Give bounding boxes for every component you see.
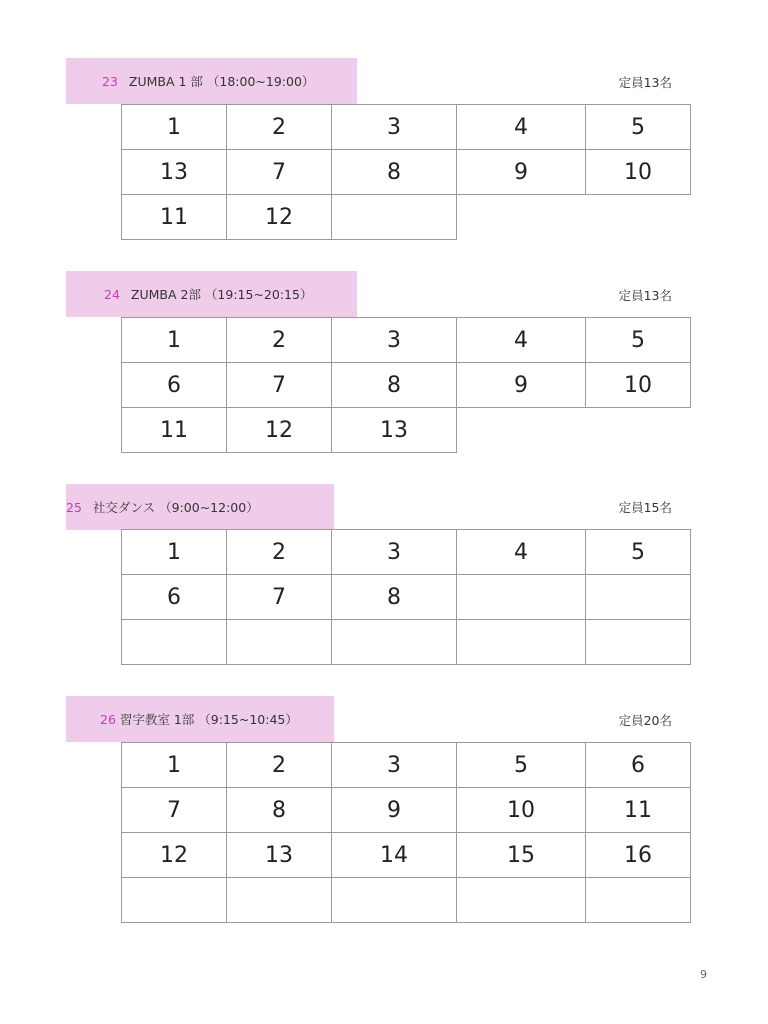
grid-row [122,195,691,240]
slot-cell: 13 [227,833,332,878]
grid-row [122,363,691,408]
slot-cell [457,878,586,923]
slot-cell: 5 [457,743,586,788]
section-title-band [66,696,334,742]
section-title-band [66,58,357,104]
slot-cell: 4 [457,318,586,363]
slot-cell [332,878,457,923]
no-cell [457,408,586,453]
slot-cell: 8 [227,788,332,833]
slot-cell [332,195,457,240]
slot-cell: 5 [586,318,691,363]
grid-row [122,575,691,620]
no-cell [457,195,586,240]
slot-cell: 11 [586,788,691,833]
slot-cell: 1 [122,530,227,575]
section-title-band [66,484,334,530]
slot-cell: 8 [332,150,457,195]
section-number: 23 [102,73,118,89]
slot-cell: 2 [227,743,332,788]
section-title: ZUMBA 2部 （19:15~20:15） [130,287,313,302]
slot-cell [586,620,691,665]
slot-cell: 7 [122,788,227,833]
slot-cell: 2 [227,105,332,150]
slot-cell [332,620,457,665]
slot-cell: 8 [332,575,457,620]
capacity-label: 定員15名 [618,500,672,515]
grid-row [122,878,691,923]
slot-cell: 7 [227,150,332,195]
slot-cell: 1 [122,105,227,150]
section-number: 26 [100,711,116,727]
slot-cell: 16 [586,833,691,878]
slot-cell: 5 [586,105,691,150]
slot-cell [122,620,227,665]
section-title: 社交ダンス （9:00~12:00） [92,500,259,515]
slot-cell: 6 [586,743,691,788]
slot-cell: 9 [457,363,586,408]
slot-cell: 10 [586,363,691,408]
section-title: 習字教室 1部 （9:15~10:45） [119,712,298,727]
slot-cell: 1 [122,743,227,788]
slot-grid [121,317,691,453]
slot-cell: 12 [122,833,227,878]
slot-cell: 3 [332,530,457,575]
grid-row [122,743,691,788]
slot-cell: 3 [332,105,457,150]
capacity-label: 定員13名 [618,75,672,90]
slot-cell: 5 [586,530,691,575]
slot-cell: 11 [122,408,227,453]
no-cell [586,195,691,240]
grid-row [122,408,691,453]
slot-cell: 9 [332,788,457,833]
slot-cell [227,620,332,665]
slot-cell [457,575,586,620]
slot-cell: 13 [332,408,457,453]
grid-row [122,833,691,878]
no-cell [586,408,691,453]
slot-cell: 10 [586,150,691,195]
section-title-band [66,271,357,317]
slot-cell: 2 [227,530,332,575]
page-number: 9 [700,968,707,981]
section-number: 25 [66,499,82,515]
slot-cell: 10 [457,788,586,833]
slot-cell: 14 [332,833,457,878]
slot-cell: 2 [227,318,332,363]
slot-cell: 6 [122,363,227,408]
slot-cell [457,620,586,665]
section-number: 24 [104,286,120,302]
slot-cell: 9 [457,150,586,195]
capacity-label: 定員13名 [618,288,672,303]
slot-cell: 6 [122,575,227,620]
grid-row [122,620,691,665]
slot-cell [586,878,691,923]
slot-cell: 4 [457,530,586,575]
grid-row [122,105,691,150]
slot-cell: 3 [332,318,457,363]
slot-grid [121,529,691,665]
slot-cell: 8 [332,363,457,408]
slot-cell: 12 [227,408,332,453]
slot-cell: 7 [227,363,332,408]
section-title: ZUMBA 1 部 （18:00~19:00） [128,74,315,89]
grid-row [122,318,691,363]
slot-cell [227,878,332,923]
grid-row [122,150,691,195]
slot-cell: 1 [122,318,227,363]
slot-cell: 11 [122,195,227,240]
slot-cell: 15 [457,833,586,878]
slot-cell [122,878,227,923]
capacity-label: 定員20名 [618,713,672,728]
grid-row [122,788,691,833]
slot-cell: 12 [227,195,332,240]
slot-grid [121,104,691,240]
slot-cell [586,575,691,620]
slot-cell: 7 [227,575,332,620]
slot-cell: 3 [332,743,457,788]
slot-grid [121,742,691,923]
slot-cell: 13 [122,150,227,195]
slot-cell: 4 [457,105,586,150]
grid-row [122,530,691,575]
